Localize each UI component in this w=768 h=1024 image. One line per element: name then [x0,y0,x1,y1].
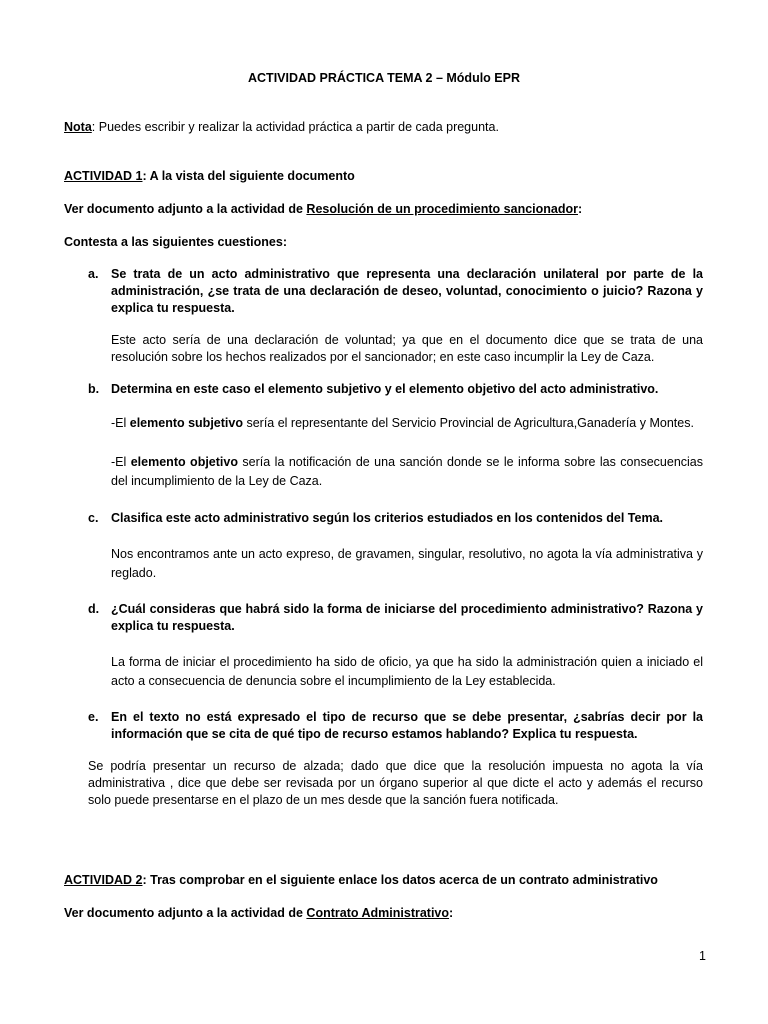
answer-b1-rest: sería el representante del Servicio Provincial de Agricultura,Ganadería y Montes. [242,416,694,430]
question-e-text: En el texto no está expresado el tipo de recurso que se debe presentar, ¿sabrías decir por la información que se cita de qué tipo de recurso estamos hablando? Explica tu respuesta. [111,710,703,741]
document-title: ACTIVIDAD PRÁCTICA TEMA 2 – Módulo EPR [248,71,520,85]
nota-text: : Puedes escribir y realizar la actividad práctica a partir de cada pregunta. [91,120,499,134]
nota-label: Nota [64,120,92,134]
actividad1-doc-prefix: Ver documento adjunto a la actividad de [64,202,307,216]
actividad2-doc-suffix: : [449,906,454,920]
actividad1-heading-text: : A la vista del siguiente documento [142,169,355,183]
actividad1-doc-link: Resolución de un procedimiento sancionador [306,202,578,216]
question-a-marker: a. [88,267,99,281]
actividad2-heading-text: : Tras comprobar en el siguiente enlace los datos acerca de un contrato administrativo [142,873,658,887]
answer-b2-prefix: -El [111,455,131,469]
actividad1-doc-line [64,201,704,218]
question-b-marker: b. [88,382,100,396]
answer-b-objective [111,453,703,491]
answer-e: Se podría presentar un recurso de alzada; dado que dice que la resolución impuesta no agota la vía administrativa , dice que debe ser revisada por un órgano superior al que dicte el acto y además el recurso solo puede presentarse en el plazo de un mes desde que la sanción fuera notificada. [88,759,703,807]
actividad1-label: ACTIVIDAD 1 [64,169,143,183]
actividad2-doc-prefix: Ver documento adjunto a la actividad de [64,906,307,920]
question-c-text: Clasifica este acto administrativo según los criterios estudiados en los contenidos del Tema. [111,511,664,525]
actividad2-heading [64,872,704,889]
nota-line [64,119,704,136]
answer-b-subjective [111,414,703,433]
actividad1-heading [64,168,704,185]
answer-b1-prefix: -El [111,416,130,430]
contesta-line: Contesta a las siguientes cuestiones: [64,235,287,249]
answer-b1-bold: elemento subjetivo [129,416,243,430]
answer-d: La forma de iniciar el procedimiento ha sido de oficio, ya que ha sido la administración quien a iniciado el acto a consecuencia de denuncia sobre el incumplimiento de la Ley establecida. [111,655,703,688]
actividad2-label: ACTIVIDAD 2 [64,873,143,887]
question-b-text: Determina en este caso el elemento subjetivo y el elemento objetivo del acto administrativo. [111,382,659,396]
answer-a: Este acto sería de una declaración de voluntad; ya que en el documento dice que se trata de una resolución sobre los hechos realizados por el sancionador; en este caso incumplir la Ley de Caza. [111,333,703,364]
answer-b2-bold: elemento objetivo [130,455,238,469]
question-d-text: ¿Cuál consideras que habrá sido la forma de iniciarse del procedimiento administrativo? Razona y explica tu respuesta. [111,602,703,633]
question-a-text: Se trata de un acto administrativo que representa una declaración unilateral por parte de la administración, ¿se trata de una declaración de deseo, voluntad, conocimiento o juicio? Razona y explica tu respuesta. [111,267,703,315]
actividad1-doc-suffix: : [578,202,583,216]
answer-b2-rest: sería la notificación de una sanción donde se le informa sobre las consecuencias del incumplimiento de la Ley de Caza. [111,455,704,488]
actividad2-doc-line [64,905,704,922]
question-c-marker: c. [88,511,99,525]
actividad2-doc-link: Contrato Administrativo [306,906,450,920]
answer-c: Nos encontramos ante un acto expreso, de gravamen, singular, resolutivo, no agota la vía administrativa y reglado. [111,547,703,580]
question-e-marker: e. [88,710,99,724]
page-number: 1 [699,949,706,963]
question-d-marker: d. [88,602,100,616]
